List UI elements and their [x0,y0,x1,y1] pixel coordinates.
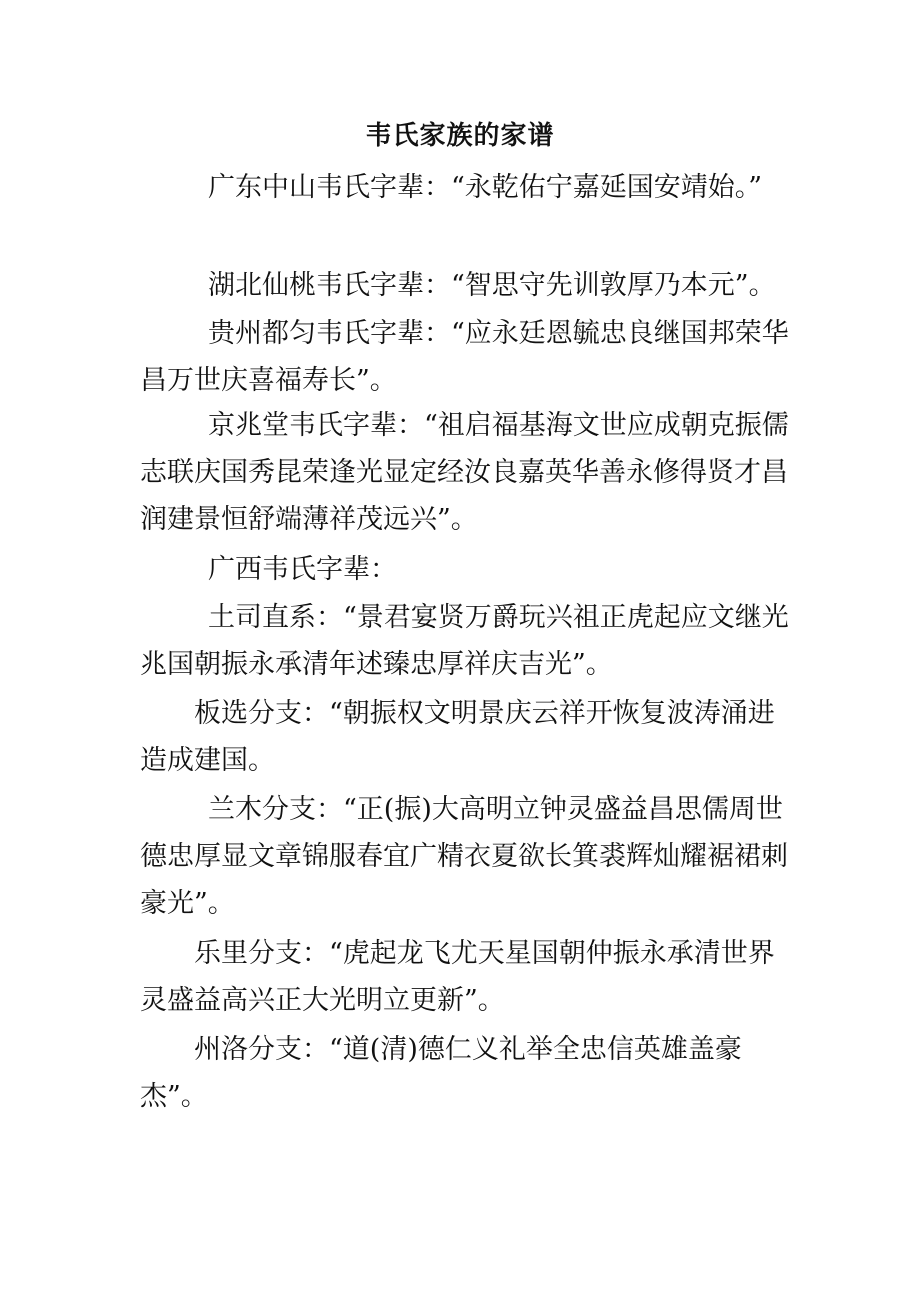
paragraph-tusi: 土司直系：“景君宴贤万爵玩兴祖正虎起应文继光兆国朝振永承清年述臻忠厚祥庆吉光”。 [140,602,789,680]
paragraph-leli: 乐里分支：“虎起龙飞尤天星国朝仲振永承清世界灵盛益高兴正大光明立更新”。 [140,938,775,1016]
paragraph-banxuan: 板选分支：“朝振权文明景庆云祥开恢复波涛涌进造成建国。 [140,698,775,776]
paragraph-zhongshan: 广东中山韦氏字辈：“永乾佑宁嘉延国安靖始。” [208,172,763,203]
paragraph-zhouluo: 州洛分支：“道(清)德仁义礼举全忠信英雄盖豪杰”。 [140,1034,742,1112]
paragraph-duyun: 贵州都匀韦氏字辈：“应永廷恩毓忠良继国邦荣华昌万世庆喜福寿长”。 [140,318,789,396]
paragraph-jingzhaotang: 京兆堂韦氏字辈：“祖启福基海文世应成朝克振儒志联庆国秀昆荣逢光显定经汝良嘉英华善永修得贤才昌润建景恒舒端薄祥茂远兴”。 [140,410,789,535]
paragraph-lanmu: 兰木分支：“正(振)大高明立钟灵盛益昌思儒周世德忠厚显文章锦服春宜广精衣夏欲长箕裘辉灿耀裾裙刺豪光”。 [140,794,788,919]
paragraph-xiantao: 湖北仙桃韦氏字辈：“智思守先训敦厚乃本元”。 [208,270,776,301]
paragraph-guangxi-heading: 广西韦氏字辈： [208,554,397,585]
document-title: 韦氏家族的家谱 [365,121,555,151]
